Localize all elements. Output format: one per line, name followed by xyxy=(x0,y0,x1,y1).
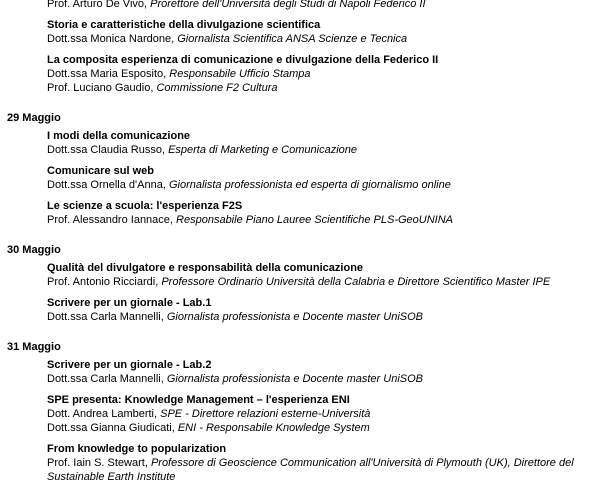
speaker-role: Giornalista professionista e Docente master UniSOB xyxy=(166,311,423,323)
speaker-role: Giornalista Scientifica ANSA Scienze e Tecnica xyxy=(177,33,408,45)
speaker-name: Prof. Alessandro Iannace, xyxy=(47,214,177,226)
speaker-line xyxy=(47,0,592,11)
talk-item xyxy=(47,296,592,324)
speaker-name: Dott.ssa Claudia Russo, xyxy=(47,144,169,156)
speaker-line xyxy=(47,275,592,289)
speaker-line xyxy=(47,421,592,435)
day-section xyxy=(0,340,600,484)
speaker-line xyxy=(47,143,592,157)
talk-item xyxy=(47,261,592,289)
speaker-name: Prof. Luciano Gaudio, xyxy=(47,82,157,94)
speaker-name: Dott.ssa Monica Nardone, xyxy=(47,33,178,45)
speaker-role: Esperta di Marketing e Comunicazione xyxy=(168,144,357,156)
speaker-name: Prof. Antonio Ricciardi, xyxy=(47,276,162,288)
speaker-line xyxy=(47,32,592,46)
speaker-line xyxy=(47,456,592,484)
speaker-name: Dott.ssa Maria Esposito, xyxy=(47,68,170,80)
talk-title: Storia e caratteristiche della divulgazione scientifica xyxy=(47,19,321,31)
talk-title: I modi della comunicazione xyxy=(47,130,191,142)
day-label: 30 Maggio xyxy=(7,244,61,256)
talk-item xyxy=(47,199,592,227)
talk-title: Scrivere per un giornale - Lab.1 xyxy=(47,297,212,309)
speaker-name: Dott.ssa Gianna Giudicati, xyxy=(47,422,178,434)
speaker-role: SPE - Direttore relazioni esterne-Università xyxy=(160,408,371,420)
talk-title: SPE presenta: Knowledge Management – l'esperienza ENI xyxy=(47,394,350,406)
speaker-role: Responsabile Piano Lauree Scientifiche PLS-GeoUNINA xyxy=(176,214,454,226)
speaker-line xyxy=(47,67,592,81)
talk-title: From knowledge to popularization xyxy=(47,443,227,455)
speaker-role: Responsabile Ufficio Stampa xyxy=(169,68,311,80)
speaker-line xyxy=(47,372,592,386)
speaker-name: Dott.ssa Ornella d'Anna, xyxy=(47,179,169,191)
speaker-name: Prof. Iain S. Stewart, xyxy=(47,457,151,469)
talk-title: Comunicare sul web xyxy=(47,165,154,177)
talk-item xyxy=(47,0,592,11)
speaker-line xyxy=(47,178,592,192)
talk-item xyxy=(47,129,592,157)
talk-title: La composita esperienza di comunicazione e divulgazione della Federico II xyxy=(47,54,439,66)
speaker-name: Prof. Arturo De Vivo, xyxy=(47,0,151,10)
speaker-role: Giornalista professionista e Docente master UniSOB xyxy=(166,373,423,385)
talk-item xyxy=(47,53,592,95)
speaker-role: Professore di Geoscience Communication all'Università di Plymouth (UK), Direttore del Sustainable Earth Institute xyxy=(47,457,574,483)
speaker-line xyxy=(47,213,592,227)
speaker-name: Dott. Andrea Lamberti, xyxy=(47,408,161,420)
talk-title: Le scienze a scuola: l'esperienza F2S xyxy=(47,200,243,212)
speaker-line xyxy=(47,407,592,421)
talk-item xyxy=(47,442,592,484)
speaker-role: Giornalista professionista ed esperta di giornalismo online xyxy=(168,179,451,191)
speaker-role: Prorettore dell'Università degli Studi di Napoli Federico II xyxy=(150,0,426,10)
talk-title: Scrivere per un giornale - Lab.2 xyxy=(47,359,212,371)
speaker-line xyxy=(47,310,592,324)
day-section xyxy=(0,111,600,227)
speaker-role: Professore Ordinario Università della Calabria e Direttore Scientifico Master IPE xyxy=(161,276,551,288)
day-label: 31 Maggio xyxy=(7,341,61,353)
speaker-role: ENI - Responsabile Knowledge System xyxy=(177,422,370,434)
intro-section xyxy=(0,0,600,95)
speaker-name: Dott.ssa Carla Mannelli, xyxy=(47,311,167,323)
talk-item xyxy=(47,358,592,386)
talk-title: Qualità del divulgatore e responsabilità della comunicazione xyxy=(47,262,364,274)
talk-item xyxy=(47,18,592,46)
day-label: 29 Maggio xyxy=(7,112,61,124)
speaker-name: Dott.ssa Carla Mannelli, xyxy=(47,373,167,385)
speaker-role: Commissione F2 Cultura xyxy=(156,82,278,94)
day-section xyxy=(0,243,600,324)
talk-item xyxy=(47,164,592,192)
speaker-line xyxy=(47,81,592,95)
talk-item xyxy=(47,393,592,435)
